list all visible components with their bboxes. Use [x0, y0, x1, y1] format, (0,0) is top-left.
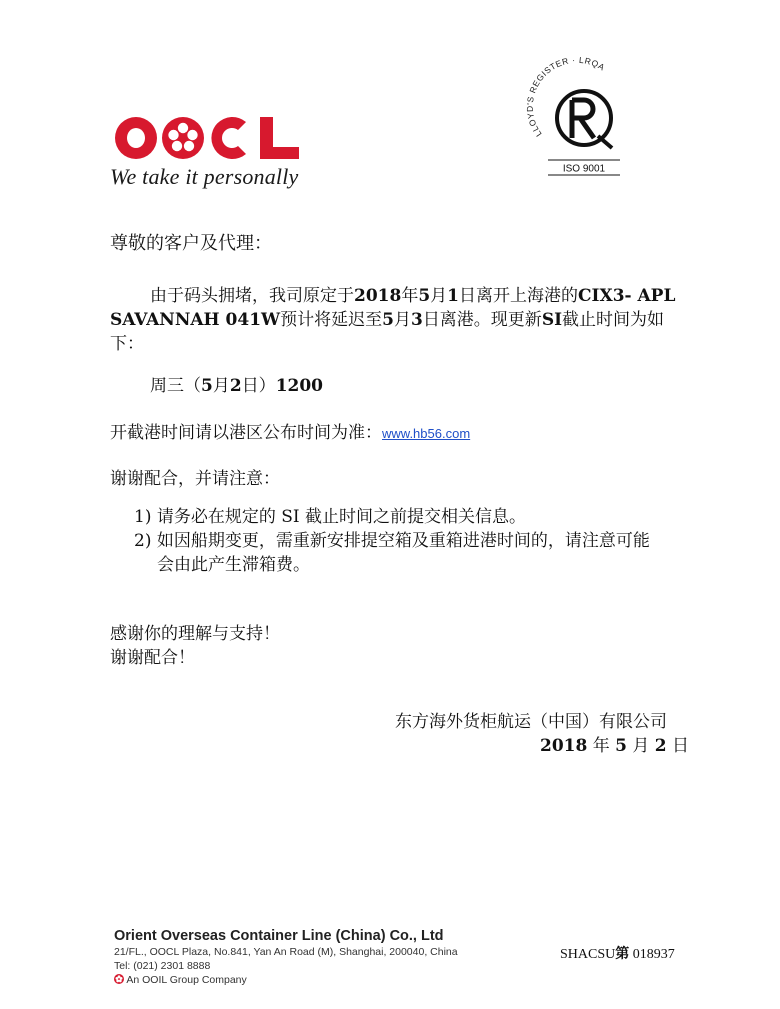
notice-intro: 谢谢配合，并请注意：: [110, 469, 280, 489]
gate-text: 开截港时间请以港区公布时间为准：: [110, 423, 382, 443]
ooil-flower-icon: [114, 974, 124, 984]
footer-group: An OOIL Group Company: [114, 974, 247, 986]
paragraph-line-1: 由于码头拥堵，我司原定于2018年5月1日离开上海港的CIX3- APL: [150, 286, 676, 306]
oocl-logo-icon: [110, 112, 310, 164]
paragraph-line-2: SAVANNAH 041W预计将延迟至5月3日离港。现更新SI截止时间为如: [110, 310, 665, 330]
logo-tagline: We take it personally: [110, 164, 299, 189]
seal-ring-text: LLOYD'S REGISTER · LRQA: [524, 56, 607, 139]
signature-date: 2018 年 5 月 2 日: [540, 736, 690, 756]
hb56-link[interactable]: www.hb56.com: [382, 426, 471, 441]
footer-company: Orient Overseas Container Line (China) Co., Ltd: [114, 928, 444, 944]
certification-seal-icon: [520, 56, 630, 178]
seal-standard: ISO 9001: [562, 163, 606, 175]
salutation: 尊敬的客户及代理：: [110, 233, 272, 254]
footer-address: 21/FL., OOCL Plaza, No.841, Yan An Road (M), Shanghai, 200040, China: [114, 946, 458, 958]
notice-item-2-continued: 会由此产生滞箱费。: [157, 555, 310, 575]
reference-number: SHACSU第 018937: [560, 947, 675, 962]
company-logo: [110, 112, 330, 197]
cutoff-time: 周三（5月2日）1200: [150, 376, 324, 396]
signature-company: 东方海外货柜航运（中国）有限公司: [395, 712, 667, 732]
closing-cooperation: 谢谢配合！: [110, 648, 195, 668]
gate-time-line: [110, 421, 470, 446]
notice-item-1: 1) 请务必在规定的 SI 截止时间之前提交相关信息。: [134, 507, 527, 527]
paragraph-line-3: 下：: [110, 334, 144, 354]
notice-item-2: 2) 如因船期变更，需重新安排提空箱及重箱进港时间的，请注意可能: [134, 531, 650, 551]
closing-thanks: 感谢你的理解与支持！: [110, 624, 280, 644]
footer-tel: Tel: (021) 2301 8888: [114, 960, 211, 972]
lrqa-seal: [520, 56, 630, 178]
